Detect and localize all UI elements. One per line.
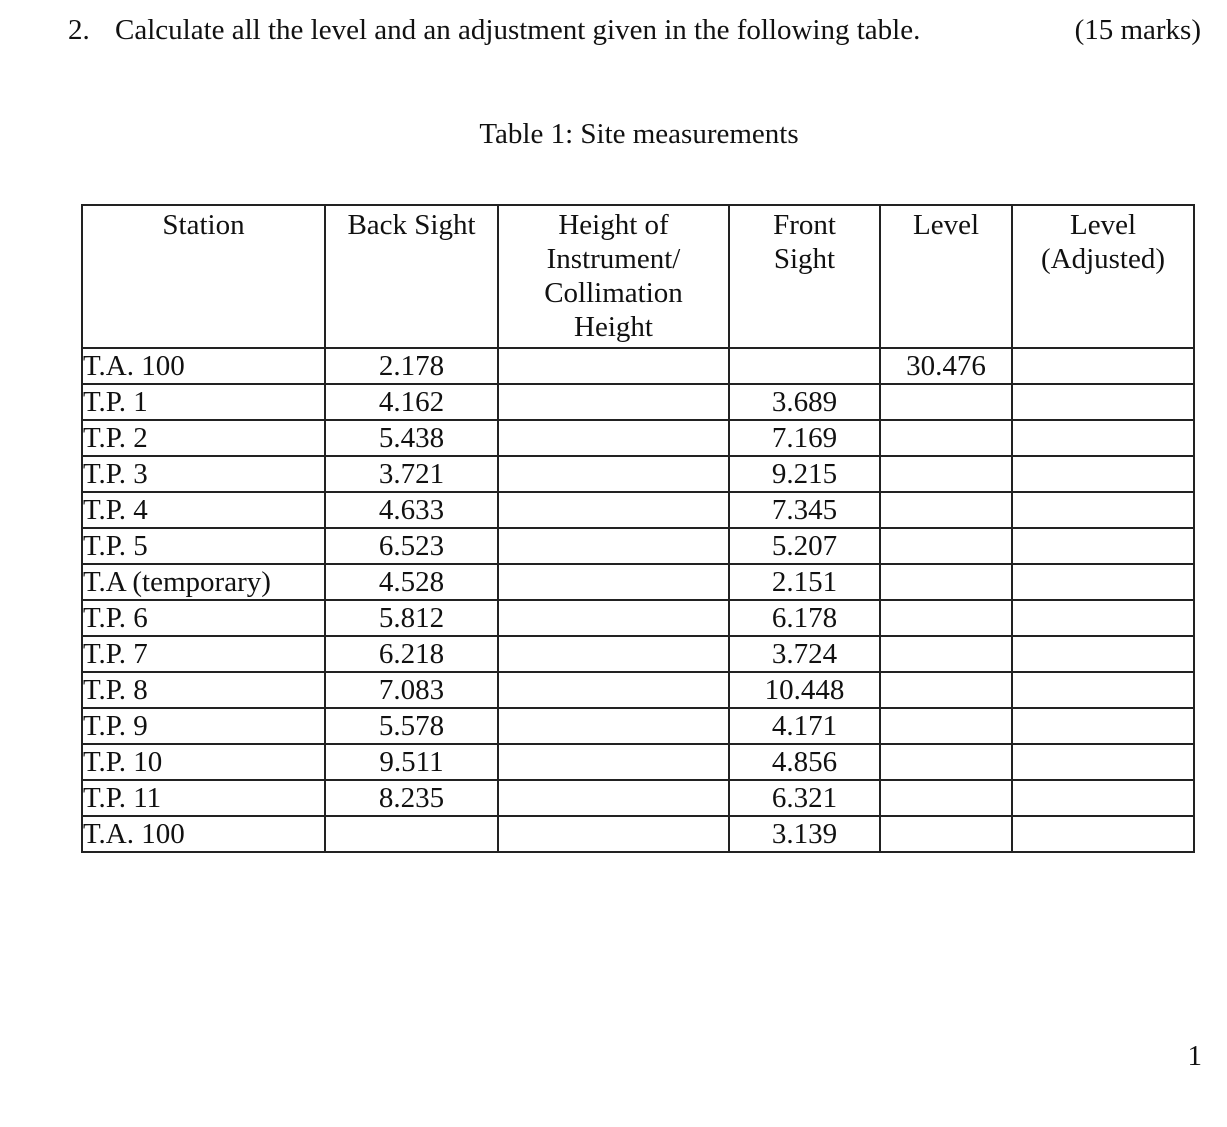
level-cell: 30.476: [880, 348, 1012, 384]
back-sight-cell: 4.528: [325, 564, 498, 600]
station-cell: T.A. 100: [82, 348, 325, 384]
level-cell: [880, 780, 1012, 816]
station-cell: T.P. 1: [82, 384, 325, 420]
header-line: Front: [773, 209, 836, 241]
level-cell: [880, 672, 1012, 708]
table-row: [82, 744, 1194, 780]
level-cell: [880, 528, 1012, 564]
station-cell: T.P. 2: [82, 420, 325, 456]
front-sight-cell: 9.215: [729, 456, 880, 492]
station-cell: T.P. 8: [82, 672, 325, 708]
front-sight-cell: 3.139: [729, 816, 880, 852]
back-sight-cell: 9.511: [325, 744, 498, 780]
level-adjusted-cell: [1012, 456, 1194, 492]
level-adjusted-cell: [1012, 384, 1194, 420]
level-cell: [880, 816, 1012, 852]
header-line: (Adjusted): [1040, 243, 1166, 275]
height-of-instrument-cell: [498, 636, 729, 672]
table-row: [82, 492, 1194, 528]
height-of-instrument-cell: [498, 564, 729, 600]
level-cell: [880, 744, 1012, 780]
height-of-instrument-cell: [498, 672, 729, 708]
question-number: 2.: [68, 14, 90, 46]
table-row: [82, 708, 1194, 744]
height-of-instrument-cell: [498, 528, 729, 564]
height-of-instrument-cell: [498, 816, 729, 852]
table-row: [82, 384, 1194, 420]
front-sight-cell: 3.689: [729, 384, 880, 420]
front-sight-cell: 7.345: [729, 492, 880, 528]
table-caption: Table 1: Site measurements: [479, 118, 799, 150]
table-body: [82, 348, 1194, 852]
level-adjusted-cell: [1012, 708, 1194, 744]
front-sight-cell: 2.151: [729, 564, 880, 600]
site-measurements-table: [81, 204, 1195, 853]
station-cell: T.P. 11: [82, 780, 325, 816]
level-cell: [880, 708, 1012, 744]
back-sight-cell: 4.162: [325, 384, 498, 420]
header-line: Back Sight: [347, 209, 476, 241]
level-adjusted-cell: [1012, 744, 1194, 780]
level-adjusted-cell: [1012, 492, 1194, 528]
height-of-instrument-cell: [498, 492, 729, 528]
height-of-instrument-cell: [498, 384, 729, 420]
back-sight-cell: 5.438: [325, 420, 498, 456]
height-of-instrument-cell: [498, 600, 729, 636]
level-adjusted-cell: [1012, 780, 1194, 816]
table-row: [82, 456, 1194, 492]
header-station: [82, 205, 325, 348]
table-row: [82, 780, 1194, 816]
question-text: [68, 14, 920, 47]
height-of-instrument-cell: [498, 708, 729, 744]
station-cell: T.P. 4: [82, 492, 325, 528]
level-adjusted-cell: [1012, 816, 1194, 852]
back-sight-cell: 8.235: [325, 780, 498, 816]
height-of-instrument-cell: [498, 780, 729, 816]
level-adjusted-cell: [1012, 348, 1194, 384]
back-sight-cell: [325, 816, 498, 852]
back-sight-cell: 5.578: [325, 708, 498, 744]
level-cell: [880, 492, 1012, 528]
front-sight-cell: 10.448: [729, 672, 880, 708]
height-of-instrument-cell: [498, 420, 729, 456]
question-marks: (15 marks): [1074, 14, 1201, 46]
table-row: [82, 420, 1194, 456]
station-cell: T.P. 10: [82, 744, 325, 780]
header-line: Station: [162, 209, 245, 241]
back-sight-cell: 4.633: [325, 492, 498, 528]
level-cell: [880, 420, 1012, 456]
header-line: Height: [574, 311, 653, 343]
front-sight-cell: 6.178: [729, 600, 880, 636]
level-cell: [880, 384, 1012, 420]
front-sight-cell: 4.171: [729, 708, 880, 744]
header-line: Sight: [773, 243, 836, 275]
front-sight-cell: 7.169: [729, 420, 880, 456]
height-of-instrument-cell: [498, 456, 729, 492]
level-cell: [880, 456, 1012, 492]
header-back-sight: [325, 205, 498, 348]
page-number: 1: [1187, 1040, 1202, 1072]
table-row: [82, 636, 1194, 672]
header-line: Level: [912, 209, 979, 241]
station-cell: T.P. 5: [82, 528, 325, 564]
header-line: Instrument/: [546, 243, 681, 275]
header-height-of-instrument: [498, 205, 729, 348]
station-cell: T.P. 3: [82, 456, 325, 492]
station-cell: T.P. 9: [82, 708, 325, 744]
header-line: Level: [1069, 209, 1136, 241]
back-sight-cell: 6.218: [325, 636, 498, 672]
level-adjusted-cell: [1012, 600, 1194, 636]
header-line: Collimation: [544, 277, 683, 309]
height-of-instrument-cell: [498, 744, 729, 780]
station-cell: T.P. 6: [82, 600, 325, 636]
header-level: [880, 205, 1012, 348]
front-sight-cell: 5.207: [729, 528, 880, 564]
table-row: [82, 564, 1194, 600]
back-sight-cell: 5.812: [325, 600, 498, 636]
level-adjusted-cell: [1012, 672, 1194, 708]
question-body: Calculate all the level and an adjustment given in the following table.: [115, 14, 921, 46]
level-adjusted-cell: [1012, 420, 1194, 456]
height-of-instrument-cell: [498, 348, 729, 384]
back-sight-cell: 7.083: [325, 672, 498, 708]
front-sight-cell: 4.856: [729, 744, 880, 780]
table-header-row: [82, 205, 1194, 348]
header-front-sight: [729, 205, 880, 348]
back-sight-cell: 6.523: [325, 528, 498, 564]
table-row: [82, 816, 1194, 852]
level-cell: [880, 564, 1012, 600]
front-sight-cell: 6.321: [729, 780, 880, 816]
level-adjusted-cell: [1012, 636, 1194, 672]
table-row: [82, 348, 1194, 384]
header-level-adjusted: [1012, 205, 1194, 348]
table-row: [82, 600, 1194, 636]
station-cell: T.A. 100: [82, 816, 325, 852]
front-sight-cell: 3.724: [729, 636, 880, 672]
table-row: [82, 672, 1194, 708]
header-line: Height of: [558, 209, 669, 241]
back-sight-cell: 3.721: [325, 456, 498, 492]
table-row: [82, 528, 1194, 564]
level-adjusted-cell: [1012, 564, 1194, 600]
back-sight-cell: 2.178: [325, 348, 498, 384]
level-cell: [880, 636, 1012, 672]
level-cell: [880, 600, 1012, 636]
station-cell: T.P. 7: [82, 636, 325, 672]
station-cell: T.A (temporary): [82, 564, 325, 600]
level-adjusted-cell: [1012, 528, 1194, 564]
front-sight-cell: [729, 348, 880, 384]
